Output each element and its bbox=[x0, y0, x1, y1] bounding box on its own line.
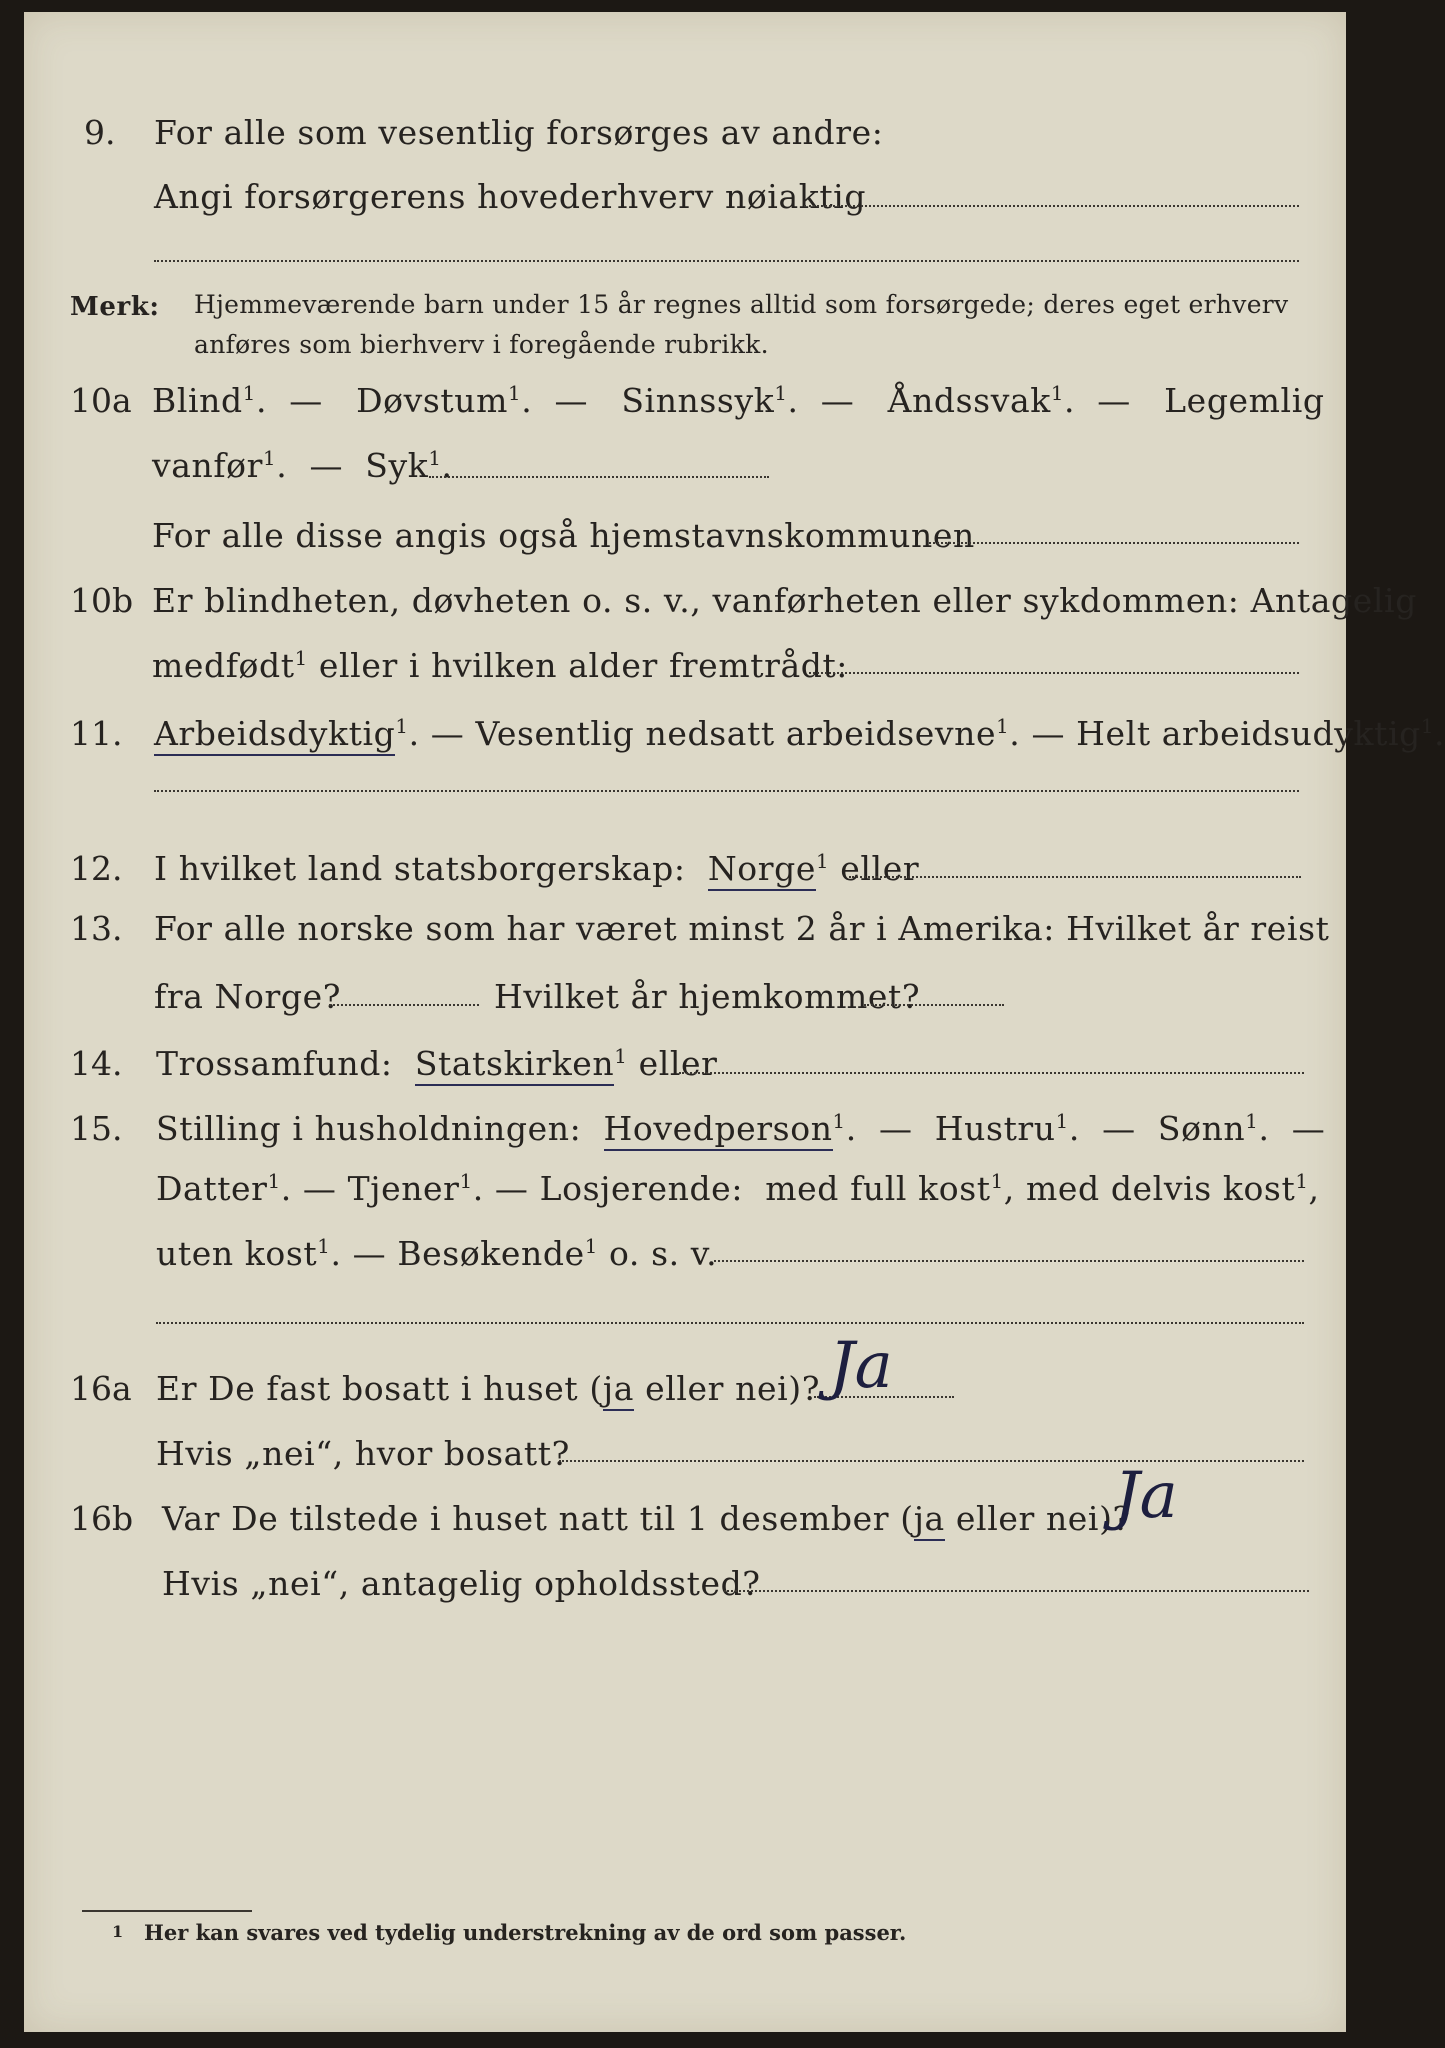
footnote-ref: 1 bbox=[815, 850, 830, 873]
q16b-question bbox=[162, 1499, 1131, 1538]
footnote-ref: 1 bbox=[832, 1110, 846, 1133]
q15-option-hovedperson-underlined[interactable]: Hovedperson bbox=[604, 1109, 833, 1151]
q15-options-line2: Datter$^1$. — Tjener$^1$. — Losjerende: med full kost$^1$, med delvis kost$^1$, bbox=[156, 1169, 1320, 1208]
q10a-option-dovstum[interactable]: Døvstum bbox=[356, 381, 508, 420]
footnote-separator bbox=[82, 1910, 252, 1912]
q9-answer-field[interactable] bbox=[804, 205, 1299, 207]
q16b-number: 16b bbox=[70, 1499, 134, 1538]
footnote-ref: 1 bbox=[263, 447, 277, 470]
q16b-option-ja-underlined[interactable]: ja bbox=[914, 1499, 945, 1541]
q13-hjemkommet-label: Hvilket år hjemkommet? bbox=[494, 977, 921, 1016]
q13-question-line1: For alle norske som har været minst 2 år i Amerika: Hvilket år reist bbox=[154, 909, 1330, 948]
footnote-ref: 1 bbox=[1050, 382, 1065, 405]
q12-number: 12. bbox=[70, 849, 123, 888]
q12-question bbox=[154, 849, 920, 888]
q16a-number: 16a bbox=[70, 1369, 132, 1408]
q10b-answer-field[interactable] bbox=[809, 672, 1299, 674]
q16a-handwritten-answer: Ja bbox=[829, 1329, 893, 1403]
q10a-option-legemlig[interactable]: Legemlig bbox=[1164, 381, 1325, 420]
q15-question-text: Stilling i husholdningen: bbox=[156, 1109, 582, 1148]
q10b-question-line2 bbox=[152, 646, 849, 685]
q10a-option-syk[interactable]: Syk bbox=[365, 446, 429, 485]
footnote-ref: 1 bbox=[267, 1170, 281, 1193]
q15-answer-field[interactable] bbox=[714, 1260, 1304, 1262]
q10a-options-line2: vanfør$^1$. — Syk$^1$. bbox=[152, 446, 453, 485]
q10a-option-vanfor[interactable]: vanfør bbox=[152, 446, 264, 485]
q11-option-udyktig[interactable]: Helt arbeidsudyktig bbox=[1076, 714, 1421, 753]
footnote-ref: 1 bbox=[584, 1235, 598, 1258]
footnote-ref: 1 bbox=[996, 715, 1010, 738]
q10a-hjemstavn-question: For alle disse angis også hjemstavnskommunen bbox=[152, 516, 975, 555]
q14-number: 14. bbox=[70, 1044, 123, 1083]
q15-number: 15. bbox=[70, 1109, 123, 1148]
q14-option-statskirken-underlined[interactable]: Statskirken bbox=[415, 1044, 614, 1086]
q12-answer-field[interactable] bbox=[849, 876, 1301, 878]
q10a-hjemstavn-field[interactable] bbox=[929, 542, 1299, 544]
footnote-ref: 1 bbox=[508, 382, 522, 405]
q16b-handwritten-answer: Ja bbox=[1114, 1459, 1178, 1533]
q10a-option-blind[interactable]: Blind bbox=[152, 381, 243, 420]
q11-number: 11. bbox=[70, 714, 123, 753]
footnote-ref: 1 bbox=[614, 1045, 628, 1068]
q15-option-datter[interactable]: Datter bbox=[156, 1169, 268, 1208]
footnote-ref: 1 bbox=[395, 715, 409, 738]
q11-options: Arbeidsdyktig$^1$. — Vesentlig nedsatt arbeidsevne$^1$. — Helt arbeidsudyktig$^1$. bbox=[154, 717, 1445, 750]
q16a-question-text: Er De fast bosatt i huset ( bbox=[156, 1369, 603, 1408]
q10a-option-andssvak[interactable]: Åndssvak bbox=[887, 381, 1051, 420]
q13-number: 13. bbox=[70, 909, 123, 948]
q16b-opholdssted-field[interactable] bbox=[724, 1590, 1309, 1592]
q13-reist-label: fra Norge? bbox=[154, 977, 342, 1016]
q12-option-norge-underlined[interactable]: Norge bbox=[708, 849, 816, 891]
q12-eller: eller bbox=[829, 849, 920, 888]
q13-reist-field[interactable] bbox=[329, 1004, 479, 1006]
footnote-ref: 1 bbox=[1245, 1110, 1259, 1133]
q14-eller: eller bbox=[627, 1044, 718, 1083]
footnote-ref: 1 bbox=[317, 1235, 331, 1258]
q15-option-delvis-kost[interactable]: med delvis kost bbox=[1025, 1169, 1296, 1208]
q16b-opholdssted-label: Hvis „nei“, antagelig opholdssted? bbox=[162, 1564, 761, 1603]
q15-answer-line-2[interactable] bbox=[156, 1322, 1304, 1324]
q10a-options-line1: Blind$^1$. — Døvstum$^1$. — Sinnssyk$^1$. — Åndssvak$^1$. — Legemlig bbox=[152, 381, 1325, 420]
q10b-option-medfodt[interactable]: medfødt bbox=[152, 646, 295, 685]
q15-option-losjerende: Losjerende: bbox=[539, 1169, 744, 1208]
q16a-question-end: eller nei)? bbox=[633, 1369, 821, 1408]
q10b-alder-text: eller i hvilken alder fremtrådt: bbox=[307, 646, 849, 685]
q15-options-line3: uten kost$^1$. — Besøkende$^1$ o. s. v. bbox=[156, 1234, 718, 1273]
q9-answer-line-2[interactable] bbox=[154, 260, 1299, 262]
footnote-ref: 1 bbox=[242, 382, 256, 405]
q15-option-full-kost[interactable]: med full kost bbox=[765, 1169, 991, 1208]
q10a-option-sinnssyk[interactable]: Sinnssyk bbox=[621, 381, 775, 420]
q14-answer-field[interactable] bbox=[679, 1072, 1304, 1074]
q16b-question-text: Var De tilstede i huset natt til 1 desember ( bbox=[162, 1499, 914, 1538]
q16a-bosatt-field[interactable] bbox=[559, 1460, 1304, 1462]
footnote-ref: 1 bbox=[1420, 715, 1435, 738]
footnote-ref: 1 bbox=[1055, 1110, 1069, 1133]
footnote-ref: 1 bbox=[1295, 1170, 1309, 1193]
q16b-question-end: eller nei)? bbox=[944, 1499, 1131, 1538]
q12-question-text: I hvilket land statsborgerskap: bbox=[154, 849, 686, 888]
q9-question: For alle som vesentlig forsørges av andre: bbox=[154, 113, 884, 152]
q9-subquestion: Angi forsørgerens hovederhverv nøiaktig bbox=[154, 177, 867, 216]
q15-option-besokende[interactable]: Besøkende bbox=[397, 1234, 585, 1273]
merk-note-line1: Hjemmeværende barn under 15 år regnes alltid som forsørgede; deres eget erhverv bbox=[194, 290, 1289, 319]
footnote-ref: 1 bbox=[294, 647, 308, 670]
footnote-mark: 1 bbox=[112, 1922, 124, 1941]
q13-hjemkommet-field[interactable] bbox=[864, 1004, 1004, 1006]
q10b-number: 10b bbox=[70, 581, 134, 620]
census-form-page bbox=[24, 12, 1445, 2032]
q15-option-hustru[interactable]: Hustru bbox=[934, 1109, 1056, 1148]
q15-option-sonn[interactable]: Sønn bbox=[1157, 1109, 1246, 1148]
q11-answer-line[interactable] bbox=[154, 790, 1299, 792]
q10b-question-line1: Er blindheten, døvheten o. s. v., vanførheten eller sykdommen: Antagelig bbox=[152, 581, 1417, 620]
q15-option-tjener[interactable]: Tjener bbox=[347, 1169, 460, 1208]
q16a-question bbox=[156, 1369, 821, 1408]
merk-note-line2: anføres som bierhverv i foregående rubrikk. bbox=[194, 330, 769, 359]
q16a-option-ja-underlined[interactable]: ja bbox=[603, 1369, 634, 1411]
q11-option-arbeidsdyktig-underlined[interactable]: Arbeidsdyktig bbox=[154, 714, 395, 756]
footnote-ref: 1 bbox=[428, 447, 442, 470]
footnote-text: Her kan svares ved tydelig understrekning av de ord som passer. bbox=[144, 1920, 907, 1945]
q15-options-line1: Stilling i husholdningen: Hovedperson$^1$. — Hustru$^1$. — Sønn$^1$. — bbox=[156, 1112, 1325, 1145]
q15-osv: o. s. v. bbox=[597, 1234, 718, 1273]
q15-option-uten-kost[interactable]: uten kost bbox=[156, 1234, 318, 1273]
q14-question-text: Trossamfund: bbox=[156, 1044, 393, 1083]
q16a-bosatt-label: Hvis „nei“, hvor bosatt? bbox=[156, 1434, 570, 1473]
merk-label: Merk: bbox=[70, 292, 160, 322]
q11-option-nedsatt[interactable]: Vesentlig nedsatt arbeidsevne bbox=[475, 714, 997, 753]
footnote-ref: 1 bbox=[990, 1170, 1004, 1193]
q10a-number: 10a bbox=[70, 381, 132, 420]
footnote-ref: 1 bbox=[459, 1170, 473, 1193]
q10a-answer-field[interactable] bbox=[429, 476, 769, 478]
q9-number: 9. bbox=[84, 113, 116, 152]
q14-question bbox=[156, 1044, 718, 1083]
footnote-ref: 1 bbox=[774, 382, 788, 405]
